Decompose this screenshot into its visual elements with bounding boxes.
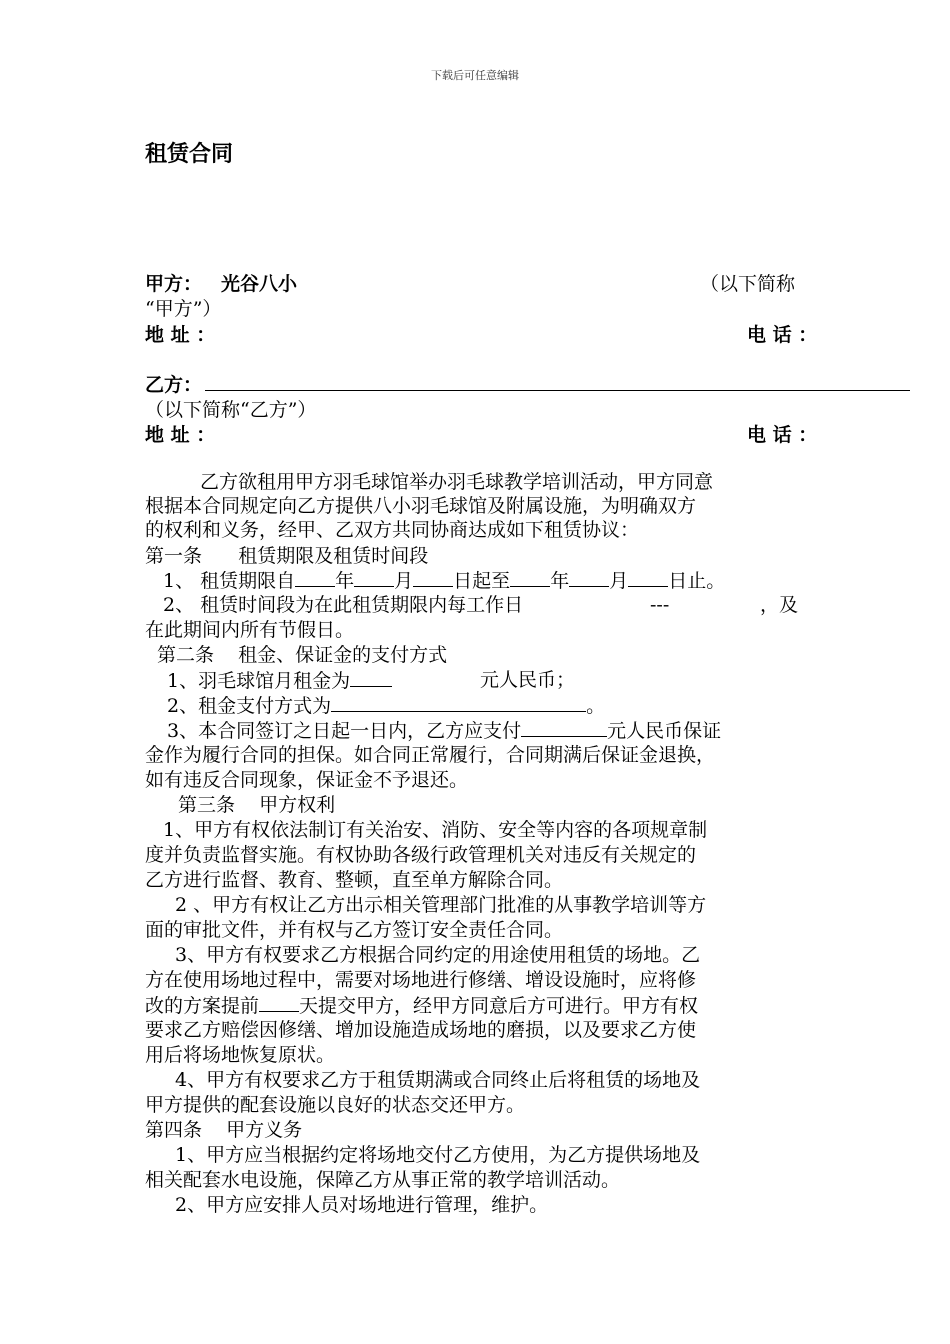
item-text: 1、羽毛球馆月租金为 (167, 670, 351, 692)
article-3-item-2-line: 2 、甲方有权让乙方出示相关管理部门批准的从事教学培训等方 (175, 894, 707, 916)
article-3-item-3-line: 用后将场地恢复原状。 (145, 1044, 336, 1066)
blank (413, 568, 453, 587)
article-1-title: 第一条 租赁期限及租赁时间段 (145, 545, 429, 567)
item-text: 日止。 (668, 570, 726, 592)
article-1-item-2-cont: 在此期间内所有节假日。 (145, 619, 355, 641)
page-header: 下载后可任意编辑 (431, 69, 519, 82)
party-a-label: 甲方： (145, 273, 203, 295)
item-text: 月 (609, 570, 629, 592)
party-a-alias-start: （以下简称 (700, 273, 796, 295)
article-2-item-1-end: 元人民币； (480, 669, 576, 691)
party-a-alias-end: “甲方”） (145, 298, 222, 320)
blank (354, 568, 394, 587)
article-2-item-2 (167, 693, 605, 718)
article-2-item-3-line: 如有违反合同现象，保证金不予退还。 (145, 769, 469, 791)
item-text: 天提交甲方，经甲方同意后方可进行。甲方有权 (299, 995, 699, 1017)
article-2-title: 第二条 租金、保证金的支付方式 (157, 644, 448, 666)
article-3-item-3-line: 方在使用场地过程中，需要对场地进行修缮、增设设施时，应将修 (145, 969, 697, 991)
item-text: 日起至 (453, 570, 511, 592)
article-3-item-3-line: 3、甲方有权要求乙方根据合同约定的用途使用租赁的场地。乙 (175, 944, 701, 966)
article-3-item-2-line: 面的审批文件，并有权与乙方签订安全责任合同。 (145, 919, 564, 941)
article-3-item-3-line: 要求乙方赔偿因修缮、增加设施造成场地的磨损，以及要求乙方使 (145, 1019, 697, 1041)
article-1-item-2-end: ，及 (760, 594, 799, 616)
party-b-label: 乙方： (145, 374, 203, 396)
article-3-item-1-line: 1、甲方有权依法制订有关治安、消防、安全等内容的各项规章制 (163, 819, 708, 841)
party-b-name-line (205, 390, 910, 391)
item-text: 年 (550, 570, 570, 592)
party-b-address-label: 地 址 ： (145, 424, 216, 446)
blank (259, 993, 299, 1012)
article-2-item-3-line: 金作为履行合同的担保。如合同正常履行，合同期满后保证金退换， (145, 744, 716, 766)
blank (569, 568, 609, 587)
blank (295, 568, 335, 587)
article-3-item-4-line: 甲方提供的配套设施以良好的状态交还甲方。 (145, 1094, 526, 1116)
article-1-item-1 (163, 568, 725, 593)
item-text: 月 (394, 570, 414, 592)
party-b-phone-label: 电 话 ： (747, 424, 818, 446)
blank (350, 668, 392, 687)
item-text: 元人民币保证 (607, 720, 722, 742)
item-text: 2、租金支付方式为 (167, 695, 332, 717)
item-text: 年 (335, 570, 355, 592)
intro-line: 乙方欲租用甲方羽毛球馆举办羽毛球教学培训活动，甲方同意 (200, 471, 714, 493)
article-3-item-3-line (145, 993, 698, 1018)
item-text: 。 (586, 695, 606, 717)
article-1-item-2: 2、 租赁时间段为在此租赁期限内每工作日 (163, 594, 524, 616)
article-4-item-2: 2、甲方应安排人员对场地进行管理，维护。 (175, 1194, 549, 1216)
intro-line: 的权利和义务，经甲、乙双方共同协商达成如下租赁协议： (145, 519, 640, 541)
party-a-address-label: 地 址 ： (145, 324, 216, 346)
article-1-item-2-dashes: --- (650, 594, 670, 616)
party-a-name: 光谷八小 (221, 273, 298, 295)
intro-line: 根据本合同规定向乙方提供八小羽毛球馆及附属设施，为明确双方 (145, 495, 697, 517)
item-text: 1、 租赁期限自 (163, 570, 296, 592)
item-text: 3、本合同签订之日起一日内，乙方应支付 (167, 720, 522, 742)
party-b-alias: （以下简称“乙方”） (145, 399, 317, 421)
article-3-item-1-line: 乙方进行监督、教育、整顿，直至单方解除合同。 (145, 869, 564, 891)
article-4-title: 第四条 甲方义务 (145, 1119, 303, 1141)
article-3-title: 第三条 甲方权利 (178, 794, 336, 816)
blank (521, 718, 607, 737)
party-a-phone-label: 电 话 ： (747, 324, 818, 346)
article-4-item-1-line: 相关配套水电设施，保障乙方从事正常的教学培训活动。 (145, 1169, 621, 1191)
article-3-item-4-line: 4、甲方有权要求乙方于租赁期满或合同终止后将租赁的场地及 (175, 1069, 701, 1091)
article-4-item-1-line: 1、甲方应当根据约定将场地交付乙方使用，为乙方提供场地及 (175, 1144, 701, 1166)
blank (510, 568, 550, 587)
blank (628, 568, 668, 587)
article-2-item-1 (167, 668, 392, 693)
article-3-item-1-line: 度并负责监督实施。有权协助各级行政管理机关对违反有关规定的 (145, 844, 697, 866)
blank (331, 693, 586, 712)
article-2-item-3 (167, 718, 721, 743)
document-title: 租赁合同 (145, 142, 234, 167)
item-text: 改的方案提前 (145, 995, 260, 1017)
